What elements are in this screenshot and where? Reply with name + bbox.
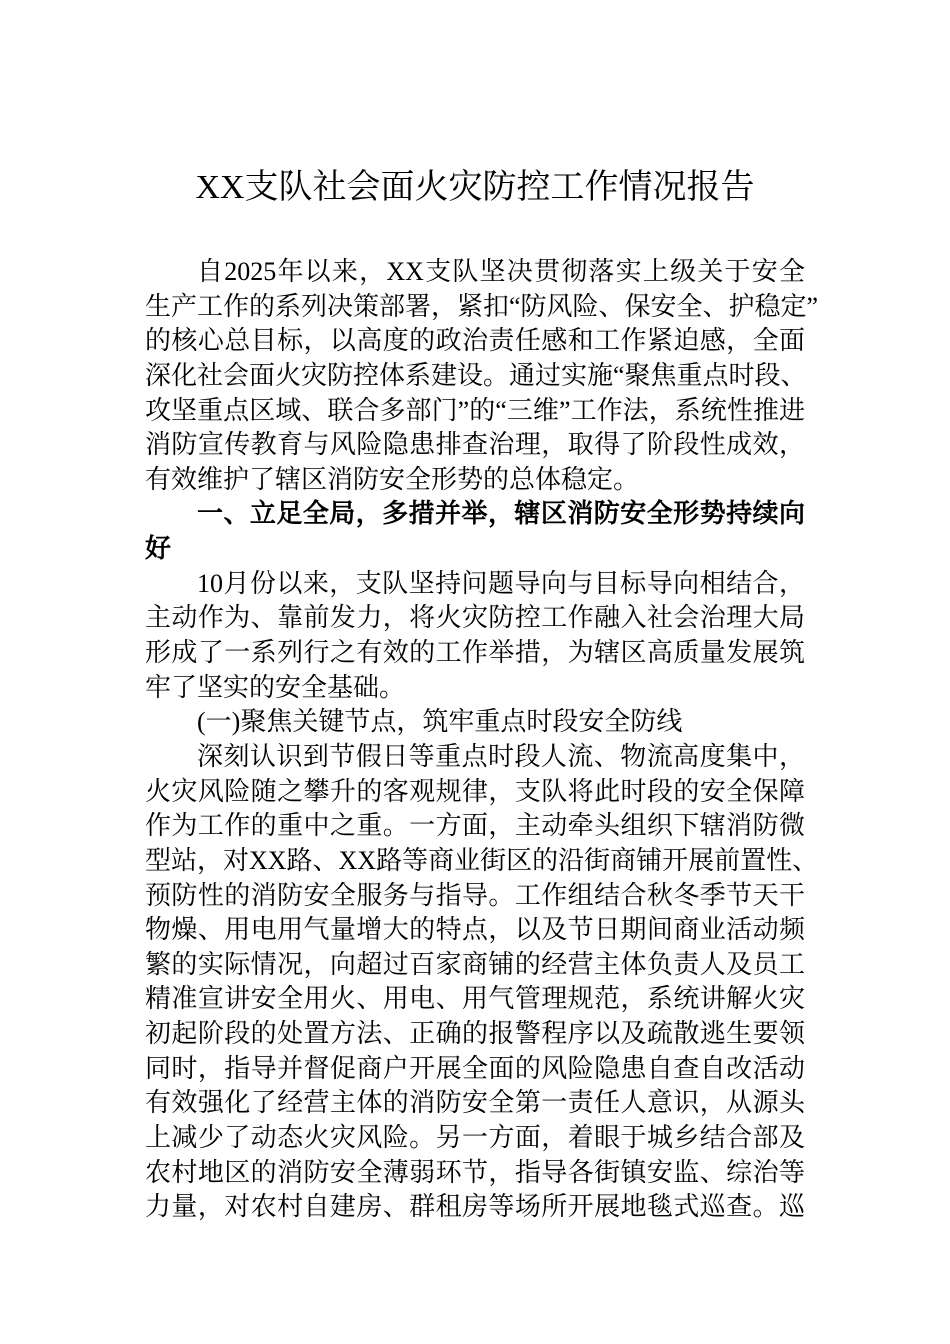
subsection-heading [145,705,805,740]
text-line: 有效强化了经营主体的消防安全第一责任人意识，从源头 [145,1088,805,1118]
text-line: 的核心总目标，以高度的政治责任感和工作紧迫感，全面 [145,326,805,356]
text-line: 同时，指导并督促商户开展全面的风险隐患自查自改活动 [145,1053,805,1083]
text-line: 主动作为、靠前发力，将火灾防控工作融入社会治理大局 [145,603,805,633]
text-line: 初起阶段的处置方法、正确的报警程序以及疏散逃生要领 [145,1019,805,1049]
text-line: 深化社会面火灾防控体系建设。通过实施“聚焦重点时段、 [145,360,807,390]
text-line: 有效维护了辖区消防安全形势的总体稳定。 [145,464,640,494]
text-line: 作为工作的重中之重。一方面，主动牵头组织下辖消防微 [145,811,805,841]
section-heading [145,497,805,566]
paragraph [145,567,805,706]
text-line: 生产工作的系列决策部署，紧扣“防风险、保安全、护稳定” [145,291,819,321]
text-line: 一、立足全局，多措并举，辖区消防安全形势持续向 [197,499,805,529]
document-body [145,255,819,1225]
text-line: 物燥、用电用气量增大的特点，以及节日期间商业活动频 [145,915,805,945]
text-line: 预防性的消防安全服务与指导。工作组结合秋冬季节天干 [145,880,805,910]
text-line: (一)聚焦关键节点，筑牢重点时段安全防线 [197,707,683,737]
text-line: 农村地区的消防安全薄弱环节，指导各街镇安监、综治等 [145,1157,805,1187]
text-line: 消防宣传教育与风险隐患排查治理，取得了阶段性成效， [145,430,805,460]
text-line: 形成了一系列行之有效的工作举措，为辖区高质量发展筑 [145,638,805,668]
text-line: 火灾风险随之攀升的客观规律，支队将此时段的安全保障 [145,776,805,806]
text-line: 10月份以来，支队坚持问题导向与目标导向相结合， [197,568,805,598]
text-line: 好 [145,534,172,564]
text-line: 攻坚重点区域、联合多部门”的“三维”工作法，系统性推进 [145,395,805,425]
text-line: 型站，对XX路、XX路等商业街区的沿街商铺开展前置性、 [145,845,819,875]
text-line: 牢了坚实的安全基础。 [145,672,406,702]
paragraph [145,255,819,497]
paragraph [145,740,819,1225]
text-line: 深刻认识到节假日等重点时段人流、物流高度集中， [197,741,805,771]
text-line: 精准宣讲安全用火、用电、用气管理规范，系统讲解火灾 [145,984,805,1014]
text-line: 自2025年以来，XX支队坚决贯彻落实上级关于安全 [197,257,805,286]
text-line: 繁的实际情况，向超过百家商铺的经营主体负责人及员工 [145,949,805,979]
text-line: 上减少了动态火灾风险。另一方面，着眼于城乡结合部及 [145,1123,805,1153]
document-title: XX支队社会面火灾防控工作情况报告 [195,169,755,206]
text-line: 力量，对农村自建房、群租房等场所开展地毯式巡查。巡 [145,1192,805,1222]
